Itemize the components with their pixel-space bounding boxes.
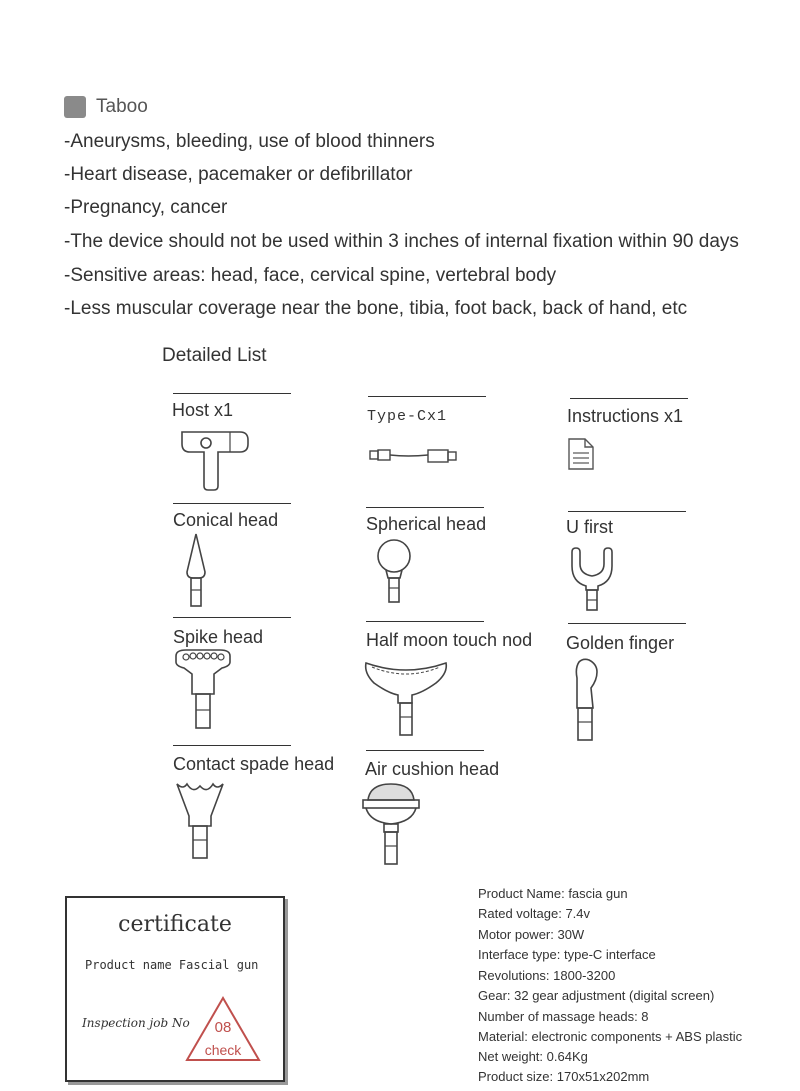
item-label-host: Host x1 <box>172 400 234 420</box>
certificate-inspection-label: Inspection job No <box>82 1016 190 1030</box>
item-label-instructions: Instructions x1 <box>567 406 684 426</box>
finger-head-icon <box>569 658 603 744</box>
u-head-icon <box>568 546 616 612</box>
half-moon-head-icon <box>362 655 450 739</box>
certificate-card <box>65 896 285 1082</box>
item-label-conical: Conical head <box>173 510 279 530</box>
item-label-golden-finger: Golden finger <box>566 633 675 653</box>
spec-line: Motor power: 30W <box>478 927 585 942</box>
taboo-heading <box>64 96 148 118</box>
divider <box>173 393 291 394</box>
item-label-half-moon: Half moon touch nod <box>366 630 533 650</box>
spec-line: Number of massage heads: 8 <box>478 1009 649 1024</box>
item-label-contact-spade: Contact spade head <box>173 754 335 774</box>
divider <box>366 750 484 751</box>
spec-line: Gear: 32 gear adjustment (digital screen) <box>478 988 715 1003</box>
spec-line: Revolutions: 1800-3200 <box>478 968 616 983</box>
spike-head-icon <box>172 648 234 732</box>
divider <box>173 503 291 504</box>
spec-line: Interface type: type-C interface <box>478 947 656 962</box>
divider <box>173 745 291 746</box>
taboo-line: -The device should not be used within 3 inches of internal fixation within 90 days <box>64 231 739 252</box>
taboo-line: -Pregnancy, cancer <box>64 197 228 218</box>
certificate-product-name: Product name Fascial gun <box>85 958 259 972</box>
air-cushion-head-icon <box>360 782 422 868</box>
divider <box>366 507 484 508</box>
taboo-line: -Heart disease, pacemaker or defibrillator <box>64 164 413 185</box>
item-label-spherical: Spherical head <box>366 514 487 534</box>
item-label-u-first: U first <box>566 517 613 537</box>
taboo-square-icon <box>64 96 86 118</box>
stamp-text: check <box>204 1042 242 1058</box>
spade-head-icon <box>175 780 225 862</box>
check-stamp <box>183 994 263 1064</box>
usb-cable-icon <box>368 447 462 465</box>
divider <box>366 621 484 622</box>
spec-line: Product Name: fascia gun <box>478 886 628 901</box>
divider <box>568 511 686 512</box>
conical-head-icon <box>181 532 211 608</box>
divider <box>173 617 291 618</box>
massage-gun-icon <box>178 426 258 494</box>
spec-line: Material: electronic components + ABS plastic <box>478 1029 743 1044</box>
detailed-list-title: Detailed List <box>162 345 267 366</box>
certificate-title: certificate <box>118 912 232 937</box>
item-label-air-cushion: Air cushion head <box>365 759 500 779</box>
taboo-line: -Sensitive areas: head, face, cervical spine, vertebral body <box>64 265 557 286</box>
item-label-spike: Spike head <box>173 627 264 647</box>
spec-line: Product size: 170x51x202mm <box>478 1069 650 1084</box>
taboo-line: -Less muscular coverage near the bone, tibia, foot back, back of hand, etc <box>64 298 688 319</box>
spec-line: Rated voltage: 7.4v <box>478 906 591 921</box>
item-label-type-c: Type-Cx1 <box>367 408 448 425</box>
taboo-heading-text: Taboo <box>96 96 148 117</box>
stamp-number: 08 <box>214 1019 232 1036</box>
divider <box>570 398 688 399</box>
divider <box>368 396 486 397</box>
document-icon <box>567 437 595 471</box>
spherical-head-icon <box>374 538 414 604</box>
taboo-line: -Aneurysms, bleeding, use of blood thinners <box>64 131 435 152</box>
spec-line: Net weight: 0.64Kg <box>478 1049 588 1064</box>
divider <box>568 623 686 624</box>
